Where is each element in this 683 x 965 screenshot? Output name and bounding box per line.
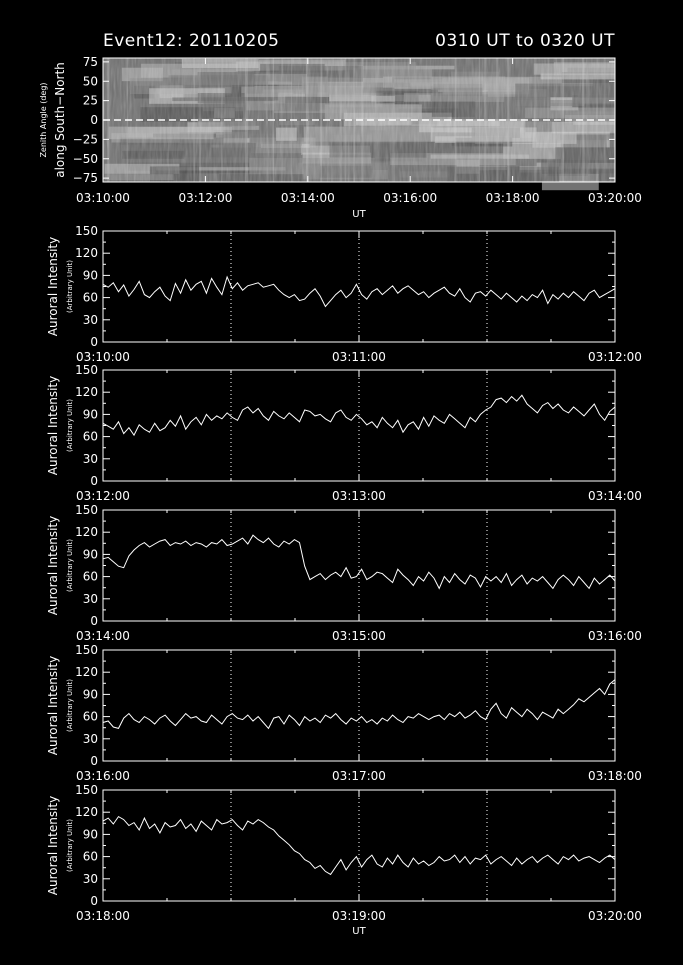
y-axis-label: Auroral Intensity (46, 655, 60, 756)
x-tick-label: 03:12:00 (76, 489, 130, 503)
intensity-series-line (103, 395, 615, 435)
x-axis-label: UT (352, 926, 366, 937)
intensity-panel-4 (46, 643, 642, 783)
x-tick-label: 03:17:00 (332, 769, 386, 783)
y-axis-label: Auroral Intensity (46, 515, 60, 616)
y-tick-label: 60 (82, 429, 98, 444)
x-tick-label: 03:14:00 (280, 191, 335, 205)
x-tick-label: 03:12:00 (588, 350, 642, 364)
x-tick-label: 03:19:00 (332, 909, 386, 923)
x-tick-label: 03:18:00 (76, 909, 130, 923)
y-tick-label: 0 (90, 614, 98, 628)
y-axis-unit-label: (Arbitrary Unit) (66, 539, 74, 592)
y-tick-label: 150 (75, 643, 98, 657)
y-tick-label: 30 (82, 312, 98, 327)
x-tick-label: 03:12:00 (178, 191, 233, 205)
x-axis-label: UT (352, 209, 366, 220)
y-tick-label: 150 (75, 363, 98, 377)
y-axis-unit-label: (Arbitrary Unit) (66, 260, 74, 313)
y-axis-label: Auroral Intensity (46, 795, 60, 896)
x-tick-label: 03:11:00 (332, 350, 386, 364)
intensity-panel-3 (46, 503, 642, 643)
keogram-panel (39, 55, 642, 220)
x-tick-label: 03:13:00 (332, 489, 386, 503)
y-axis-label: Zenith Angle (deg) (39, 82, 48, 158)
y-tick-label: 30 (82, 591, 98, 606)
intensity-panel-2 (46, 363, 642, 503)
y-tick-label: 90 (82, 268, 98, 283)
keogram-image (103, 58, 615, 190)
x-tick-label: 03:18:00 (588, 769, 642, 783)
x-tick-label: 03:16:00 (383, 191, 438, 205)
y-tick-label: 60 (82, 290, 98, 305)
intensity-panel-5 (46, 783, 642, 937)
y-tick-label: 120 (75, 525, 98, 540)
x-tick-label: 03:20:00 (588, 909, 642, 923)
y-tick-label: 90 (82, 827, 98, 842)
y-tick-label: 120 (75, 665, 98, 680)
y-tick-label: 90 (82, 687, 98, 702)
y-tick-label: 30 (82, 731, 98, 746)
y-tick-label: 60 (82, 569, 98, 584)
y-tick-label: 120 (75, 385, 98, 400)
y-tick-label: 0 (90, 113, 98, 127)
y-tick-label: 150 (75, 503, 98, 517)
y-tick-label: 50 (82, 74, 98, 89)
y-tick-label: −75 (72, 171, 98, 186)
y-axis-unit-label: (Arbitrary Unit) (66, 819, 74, 872)
y-tick-label: 30 (82, 451, 98, 466)
x-tick-label: 03:14:00 (76, 629, 130, 643)
x-tick-label: 03:10:00 (76, 191, 130, 205)
y-tick-label: 25 (82, 93, 98, 108)
x-tick-label: 03:16:00 (76, 769, 130, 783)
y-tick-label: 90 (82, 407, 98, 422)
x-tick-label: 03:16:00 (588, 629, 642, 643)
y-tick-label: 0 (90, 754, 98, 768)
y-tick-label: 120 (75, 246, 98, 261)
x-tick-label: 03:14:00 (588, 489, 642, 503)
time-range-title: 0310 UT to 0320 UT (435, 31, 615, 51)
y-tick-label: 0 (90, 474, 98, 488)
y-tick-label: −50 (72, 151, 98, 166)
intensity-panels (46, 224, 642, 937)
y-tick-label: 0 (90, 335, 98, 349)
y-tick-label: 0 (90, 894, 98, 908)
event-title: Event12: 20110205 (103, 31, 280, 51)
y-tick-label: 150 (75, 783, 98, 797)
x-tick-label: 03:20:00 (588, 191, 642, 205)
y-tick-label: 90 (82, 547, 98, 562)
y-axis-unit-label: (Arbitrary Unit) (66, 679, 74, 732)
y-axis-label: Auroral Intensity (46, 375, 60, 476)
y-tick-label: 75 (82, 54, 98, 69)
y-axis-label: along South−North (53, 62, 67, 178)
x-tick-label: 03:18:00 (485, 191, 540, 205)
x-tick-label: 03:15:00 (332, 629, 386, 643)
y-tick-label: 150 (75, 224, 98, 238)
intensity-panel-1 (46, 224, 642, 364)
y-tick-label: 120 (75, 805, 98, 820)
y-tick-label: 60 (82, 849, 98, 864)
x-tick-label: 03:10:00 (76, 350, 130, 364)
y-tick-label: −25 (72, 132, 98, 147)
y-tick-label: 30 (82, 871, 98, 886)
intensity-series-line (103, 817, 615, 875)
y-axis-label: Auroral Intensity (46, 236, 60, 337)
y-tick-label: 60 (82, 709, 98, 724)
y-axis-unit-label: (Arbitrary Unit) (66, 399, 74, 452)
intensity-series-line (103, 535, 615, 588)
